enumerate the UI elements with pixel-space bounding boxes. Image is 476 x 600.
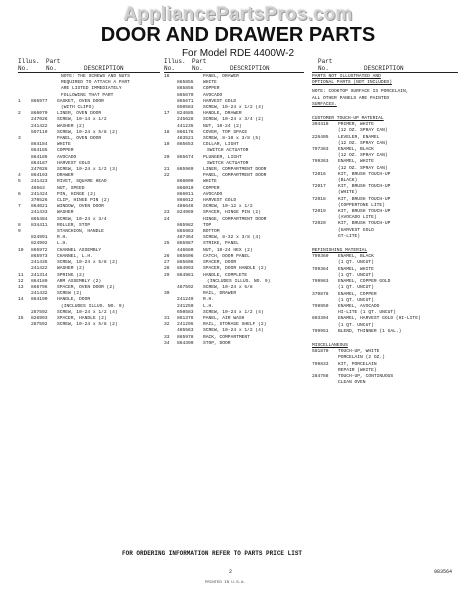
part-number: 241432 (31, 291, 48, 297)
illus-number: 3 (18, 136, 21, 142)
parts-list (164, 74, 304, 347)
part-number: 865670 (177, 92, 194, 98)
part-description: TOUCH-UP, WHITE (338, 349, 380, 355)
part-description: ARM ASSEMBLY (2) (57, 278, 102, 284)
part-description: COPPER (203, 185, 220, 191)
part-description: NUT, 10-24 HEX (2) (203, 247, 253, 253)
part-description: PANEL, AIR WASH (203, 315, 245, 321)
part-description: WHITE (57, 142, 71, 148)
part-description: WHITE (203, 80, 217, 86)
illus-number: 30 (164, 291, 170, 297)
part-description: SPACER, DOOR (203, 260, 237, 266)
part-description: AVOCADO (57, 154, 77, 160)
part-number: 865653 (177, 142, 194, 148)
material-row (312, 234, 458, 240)
part-number: 241435 (31, 260, 48, 266)
part-number: 861376 (177, 315, 194, 321)
part-number: 226405 (312, 134, 329, 140)
part-number: 72020 (312, 221, 326, 227)
part-description: SCREW, 8-18 x 3/8 (5) (203, 136, 261, 142)
header-no: No. (164, 65, 175, 72)
note-line: PARTS NOT ILLUSTRATED AND (312, 74, 381, 79)
part-description: SCREW, 10-14 x 1/2 (57, 117, 107, 123)
part-description: COLLAR, LIGHT (203, 142, 239, 148)
part-description: BOTTOM (203, 229, 220, 235)
part-number: 799951 (312, 328, 329, 334)
part-description: (1 QT. UNCUT) (338, 272, 374, 278)
parts-column-1 (18, 58, 160, 328)
part-description: SCREW (2) (57, 291, 82, 297)
part-number: 247026 (31, 117, 48, 123)
part-number: 241295 (177, 322, 194, 328)
illus-number: 33 (164, 334, 170, 340)
part-description: GT-LITE) (338, 233, 361, 239)
part-description: LINER, COMPARTMENT DOOR (203, 167, 267, 173)
part-number: 485563 (177, 328, 194, 334)
part-number: 865983 (177, 229, 194, 235)
part-number: 370878 (312, 291, 329, 297)
header-rule (18, 72, 160, 73)
part-description: (BLACK) (338, 178, 358, 184)
column-header (164, 58, 304, 74)
illus-number: 7 (18, 204, 21, 210)
part-number: 72016 (312, 171, 326, 177)
part-number: 865972 (31, 247, 48, 253)
part-number: 72018 (312, 196, 326, 202)
part-description: HANDLE, COMPLETE (203, 272, 248, 278)
illus-number: 2 (18, 111, 21, 117)
part-description: (1 QT. UNCUT) (338, 297, 374, 303)
part-description: HARVEST GOLD (57, 160, 91, 166)
part-description: KIT, BRUSH TOUCH-UP (338, 184, 391, 190)
miscellaneous-list (312, 349, 458, 386)
part-number: 865977 (31, 98, 48, 104)
part-number: 866011 (177, 191, 194, 197)
header-illus: Illus. (164, 58, 186, 65)
illus-number: 12 (18, 278, 24, 284)
part-description: (INCLUDES ILLUS. NO. 9) (207, 278, 271, 284)
part-description: CHANNEL ASSEMBLY (57, 247, 102, 253)
part-description: (12 OZ. SPRAY CAN) (338, 153, 388, 159)
illus-number: 9 (18, 229, 21, 235)
part-number: 865484 (31, 216, 48, 222)
illus-number: 21 (164, 167, 170, 173)
illus-number: 19 (164, 142, 170, 148)
part-number: 865969 (177, 167, 194, 173)
part-number: 864390 (177, 340, 194, 346)
touch-up-list (312, 122, 458, 240)
section-heading-miscellaneous: MISCELLANEOUS (312, 342, 348, 348)
part-description: ENAMEL, BLACK (338, 147, 374, 153)
illus-number: 22 (164, 173, 170, 179)
part-number: 245628 (177, 117, 194, 123)
header-part: Part (192, 58, 207, 65)
part-number: 370526 (31, 198, 48, 204)
header-description: DESCRIPTION (364, 65, 404, 72)
part-number: 446680 (177, 247, 194, 253)
part-description: KIT, BRUSH TOUCH-UP (338, 221, 391, 227)
header-description: DESCRIPTION (230, 65, 270, 72)
part-description: NOTE: THE SCREWS AND NUTS (61, 74, 130, 79)
part-number: 799360 (312, 254, 329, 260)
part-description: STOP, DOOR (203, 340, 231, 346)
part-description: HARVEST GOLD (203, 98, 237, 104)
part-description: KIT, BRUSH TOUCH-UP (338, 196, 391, 202)
part-number: 797383 (312, 147, 329, 153)
part-description: SCREW, 10-24 x 3/4 (2) (203, 117, 264, 123)
part-number: 597119 (31, 129, 48, 135)
part-number: 866176 (177, 129, 194, 135)
part-description: PIN, HINGE (2) (57, 191, 96, 197)
part-description: GASKET, OVEN DOOR (57, 98, 104, 104)
part-description: TOP (203, 222, 212, 228)
part-description: NUT, 10-24 (2) (203, 123, 242, 129)
illus-number: 16 (164, 74, 170, 79)
part-description: CATCH, DOOR PANEL (203, 253, 250, 259)
part-description: STANCHION, HANDLE (57, 229, 104, 235)
header-description: DESCRIPTION (84, 65, 124, 72)
section-heading-touch-up: CUSTOMER TOUCH-UP MATERIAL (312, 116, 384, 122)
part-description: COPPER (57, 148, 74, 154)
part-description: (WITH CLIPS) (61, 105, 95, 111)
illus-number: 15 (18, 315, 24, 321)
part-number: 72017 (312, 184, 326, 190)
part-description: HI-LITE (1 QT. UNCUT) (338, 310, 396, 316)
illus-number: 10 (18, 247, 24, 253)
part-number: 865674 (177, 154, 194, 160)
part-description: HARVEST GOLD (203, 198, 237, 204)
part-description: L.H. (203, 303, 215, 309)
part-description: SCREW, 8-32 x 3/8 (4) (203, 235, 261, 241)
illus-number: 13 (18, 284, 24, 290)
part-number: 864187 (31, 160, 48, 166)
part-description: CHANNEL, L.H. (57, 253, 93, 259)
section-heading-refinishing: REFINISHING MATERIAL (312, 248, 368, 254)
part-number: 834411 (31, 222, 48, 228)
part-number: 241314 (31, 272, 48, 278)
part-number: 241423 (31, 179, 48, 185)
part-description: AVOCADO (203, 191, 223, 197)
part-number: 864193 (31, 173, 48, 179)
part-description: LINER, OVEN DOOR (57, 111, 102, 117)
part-number: 866009 (177, 179, 194, 185)
part-description: LEVELER, ENAMEL (338, 134, 380, 140)
part-description: (12 OZ. SPRAY CAN) (338, 165, 388, 171)
illus-number: 11 (18, 272, 24, 278)
header-part: Part (46, 58, 61, 65)
part-description: WHITE (203, 179, 217, 185)
part-number: 241250 (177, 303, 194, 309)
part-description: RAIL, STORAGE SHELF (2) (203, 322, 267, 328)
part-description: REPAIR (WHITE) (338, 367, 377, 373)
print-mark: PRINTED IN U.S.A. (205, 581, 246, 585)
part-number: 864993 (177, 266, 194, 272)
part-description: (AVOCADO LITE) (338, 215, 377, 221)
part-description: KIT, BRUSH TOUCH-UP (338, 209, 391, 215)
part-number: 284788 (312, 373, 329, 379)
page-number: 2 (229, 569, 233, 575)
illus-number: 5 (18, 179, 21, 185)
part-description: DRAWER (57, 173, 74, 179)
part-description: (12 OZ. SPRAY CAN) (338, 140, 388, 146)
part-description: SWITCH ACTUATOR (207, 148, 249, 154)
part-description: SCREW, 10-24 x 5/8 (203, 284, 253, 290)
page-title: DOOR AND DRAWER PARTS (100, 24, 376, 46)
part-description: (12 OZ. SPRAY CAN) (338, 128, 388, 134)
part-number: 864185 (31, 148, 48, 154)
part-description: ENAMEL, WHITE (338, 266, 374, 272)
part-description: SCREW, 10-24 x 5/8 (2) (57, 260, 118, 266)
illus-number: 27 (164, 260, 170, 266)
illus-number: 24 (164, 216, 170, 222)
part-number: 824685 (177, 111, 194, 117)
part-number: 650583 (177, 105, 194, 111)
note-cooktop (312, 89, 458, 108)
part-description: (COPPERTONE LITE) (338, 202, 385, 208)
part-description: SPACER, HINGE PIN (2) (203, 210, 261, 216)
part-number: 799950 (312, 303, 329, 309)
part-description: PRIMER, WHITE (338, 122, 374, 128)
part-description: KIT, BRUSH TOUCH-UP (338, 171, 391, 177)
header-illus: Illus. (18, 58, 40, 65)
part-description: R.H. (203, 297, 215, 303)
illus-number (18, 322, 31, 328)
header-part-no: No. (318, 65, 329, 72)
part-number: 241422 (31, 266, 48, 272)
part-number: 799363 (312, 159, 329, 165)
part-description: HANDLE, DOOR (57, 297, 91, 303)
part-number: 865608 (177, 260, 194, 266)
illus-number: 28 (164, 266, 170, 272)
part-description: PLUNGER, LIGHT (203, 154, 242, 160)
part-description: WASHER (57, 210, 74, 216)
illus-number: 23 (164, 210, 170, 216)
part-number: 241424 (31, 191, 48, 197)
part-description: SWITCH ACTUATOR (207, 160, 249, 166)
part-number: 581870 (312, 349, 329, 355)
part-description: RAIL, DRAWER (203, 291, 237, 297)
part-number: 241422 (31, 123, 48, 129)
parts-column-3 (312, 58, 458, 386)
note-line: NOTE: COOKTOP SURFACE IS PORCELAIN, (312, 89, 409, 95)
part-description: SPACER, DOOR HANDLE (2) (203, 266, 267, 272)
illus-number: 8 (18, 222, 21, 228)
column-header (312, 58, 458, 74)
part-number: 799833 (312, 361, 329, 367)
part-description: SCREW, 10-24 x 5/8 (2) (57, 322, 118, 328)
part-number: 241433 (31, 210, 48, 216)
part-number: 866012 (177, 198, 194, 204)
part-description: SCREW, 10-24 x 5/8 (2) (57, 129, 118, 135)
part-number: 865982 (177, 222, 194, 228)
part-description: SCREW, 10-24 x 1/2 (4) (203, 105, 264, 111)
part-description: ARE LISTED IMMEDIATELY (61, 86, 122, 92)
note-line: OPTIONAL PARTS (NOT INCLUDED) (312, 80, 392, 86)
part-description: SCREW, 10-24 x 3/4 (57, 216, 107, 222)
part-description: (WHITE) (338, 190, 358, 196)
parts-column-2 (164, 58, 304, 347)
part-number: 486646 (177, 204, 194, 210)
column-header (18, 58, 160, 74)
part-description: (INCLUDES ILLUS. NO. 9) (61, 303, 125, 309)
part-description: SCREW, 10-24 x 1/2 (4) (57, 309, 118, 315)
illus-number: 6 (18, 191, 21, 197)
note-line: ALL OTHER PANELS ARE PAINTED (312, 95, 390, 101)
part-description: PANEL, OVEN DOOR (57, 136, 102, 142)
part-description: SCREW, 10-24 x 1/2 (4) (203, 309, 264, 315)
parts-row (164, 341, 304, 347)
part-description: SPACER, OVEN DOOR (2) (57, 284, 115, 290)
illus-number: 17 (164, 111, 170, 117)
part-description: FOLLOWING THAT PART (61, 92, 114, 98)
part-description: PANEL, COMPARTMENT DOOR (203, 173, 267, 179)
part-number: 824969 (177, 210, 194, 216)
part-number: 866010 (177, 185, 194, 191)
part-description: RIVET, SQUARE HEAD (57, 179, 107, 185)
header-part-no: No. (46, 65, 57, 72)
illus-number: 25 (164, 241, 170, 247)
part-description: R.H. (57, 235, 69, 241)
part-number: 247026 (31, 167, 48, 173)
illus-number: 34 (164, 340, 170, 346)
header-no: No. (18, 65, 29, 72)
part-description: HANDLE, DRAWER (203, 111, 242, 117)
illus-number: 32 (164, 322, 170, 328)
part-number: 866796 (31, 284, 48, 290)
header-part: Part (318, 58, 333, 65)
part-number: 826993 (31, 315, 48, 321)
note-line: SURFACES. (312, 101, 337, 107)
header-rule (312, 72, 458, 73)
part-description: SCREW, 10-24 x 1/2 (4) (203, 328, 264, 334)
parts-row (18, 322, 160, 328)
ordering-info-footer: FOR ORDERING INFORMATION REFER TO PARTS PRICE LIST (122, 550, 303, 557)
part-description: SCREW, 10-12 x 1/2 (203, 204, 253, 210)
part-number: 824992 (31, 241, 48, 247)
part-number: 864021 (31, 204, 48, 210)
part-number: 483521 (177, 136, 194, 142)
part-description: (1 QT. UNCUT) (338, 285, 374, 291)
illus-number: 18 (164, 129, 170, 135)
part-number: 650583 (177, 309, 194, 315)
part-number: 799364 (312, 266, 329, 272)
part-description: CLIP, HINGE PIN (2) (57, 198, 110, 204)
part-number: 865855 (177, 80, 194, 86)
part-number: 72019 (312, 209, 326, 215)
part-description: ROLLER, STOP (57, 222, 91, 228)
part-description: KIT, PORCELAIN (338, 361, 377, 367)
part-number: 865987 (177, 241, 194, 247)
refinishing-list (312, 254, 458, 335)
part-description: RACK, COMPARTMENT (203, 334, 250, 340)
part-number: 864184 (31, 142, 48, 148)
part-description: BLEND, THINNER (1 GAL.) (338, 328, 402, 334)
part-description: (1 QT. UNCUT) (338, 260, 374, 266)
part-number: 865671 (177, 98, 194, 104)
document-number: 983564 (434, 569, 453, 575)
part-number: 487464 (177, 235, 194, 241)
note-not-illustrated (312, 74, 458, 86)
part-number: 865856 (177, 86, 194, 92)
part-description: WINDOW, OVEN DOOR (57, 204, 104, 210)
parts-list (18, 74, 160, 328)
part-description: STRIKE, PANEL (203, 241, 239, 247)
part-description: WASHER (2) (57, 266, 85, 272)
material-row (312, 380, 458, 386)
illus-number: 26 (164, 253, 170, 259)
illus-number: 20 (164, 154, 170, 160)
illus-number: 4 (18, 173, 21, 179)
part-description: SPACER, HANDLE (2) (57, 315, 107, 321)
part-number: 824991 (31, 235, 48, 241)
part-description: COVER, TOP SPACE (203, 129, 248, 135)
part-number: 864180 (31, 278, 48, 284)
header-part-no: No. (192, 65, 203, 72)
part-number: 287592 (31, 322, 48, 328)
part-description: ENAMEL, WHITE (338, 159, 374, 165)
part-number: 799963 (312, 279, 329, 285)
part-description: ENAMEL, COPPER (338, 291, 377, 297)
header-rule (164, 72, 304, 73)
illus-number: 29 (164, 272, 170, 278)
part-description: WASHER (2) (57, 123, 85, 129)
part-description: TOUCH-UP, CONTINUOUS (338, 373, 394, 379)
part-description: CLEAN OVEN (338, 380, 366, 386)
part-description: ENAMEL, HARVEST GOLD (HI-LITE) (338, 316, 421, 322)
part-number: 241249 (177, 297, 194, 303)
part-number (312, 234, 338, 240)
part-number: 864981 (177, 272, 194, 278)
part-number: 865606 (177, 253, 194, 259)
part-description: SPRING (2) (57, 272, 85, 278)
part-number: 287592 (31, 309, 48, 315)
part-number: 304410 (312, 122, 329, 128)
part-description: L.H. (57, 241, 69, 247)
part-description: (HARVEST GOLD (338, 227, 374, 233)
part-description: SCREW, 10-24 x 1/2 (3) (57, 167, 118, 173)
part-description: HINGE, COMPARTMENT DOOR (203, 216, 267, 222)
part-description: (1 QT. UNCUT) (338, 322, 374, 328)
illus-number: 14 (18, 297, 24, 303)
part-description: ENAMEL, AVOCADO (338, 303, 380, 309)
part-number: 864190 (31, 297, 48, 303)
part-description: PORCELAIN (2 OZ.) (338, 355, 385, 361)
illus-number: 31 (164, 315, 170, 321)
part-number: 803304 (312, 316, 329, 322)
part-number (312, 380, 338, 386)
part-description: REQUIRED TO ATTACH A PART (61, 80, 130, 86)
part-description: ENAMEL, COPPER GOLD (338, 279, 391, 285)
part-number: 865973 (31, 253, 48, 259)
part-description: AVOCADO (203, 92, 223, 98)
part-number: 866070 (31, 111, 48, 117)
part-number: 46563 (31, 185, 45, 191)
part-number: 487592 (177, 284, 194, 290)
model-subtitle: For Model RDE 4400W-2 (181, 48, 295, 59)
illus-number: 1 (18, 98, 21, 104)
part-number: 441235 (177, 123, 194, 129)
part-number: 864186 (31, 154, 48, 160)
watermark: AppliancePartsPros.com (123, 4, 353, 25)
material-row (312, 329, 458, 335)
part-description: NUT, SPEED (57, 185, 85, 191)
part-number: 865978 (177, 334, 194, 340)
part-description: ENAMEL, BLACK (338, 254, 374, 260)
part-description: PANEL, DRAWER (203, 74, 239, 79)
part-description: COPPER (203, 86, 220, 92)
